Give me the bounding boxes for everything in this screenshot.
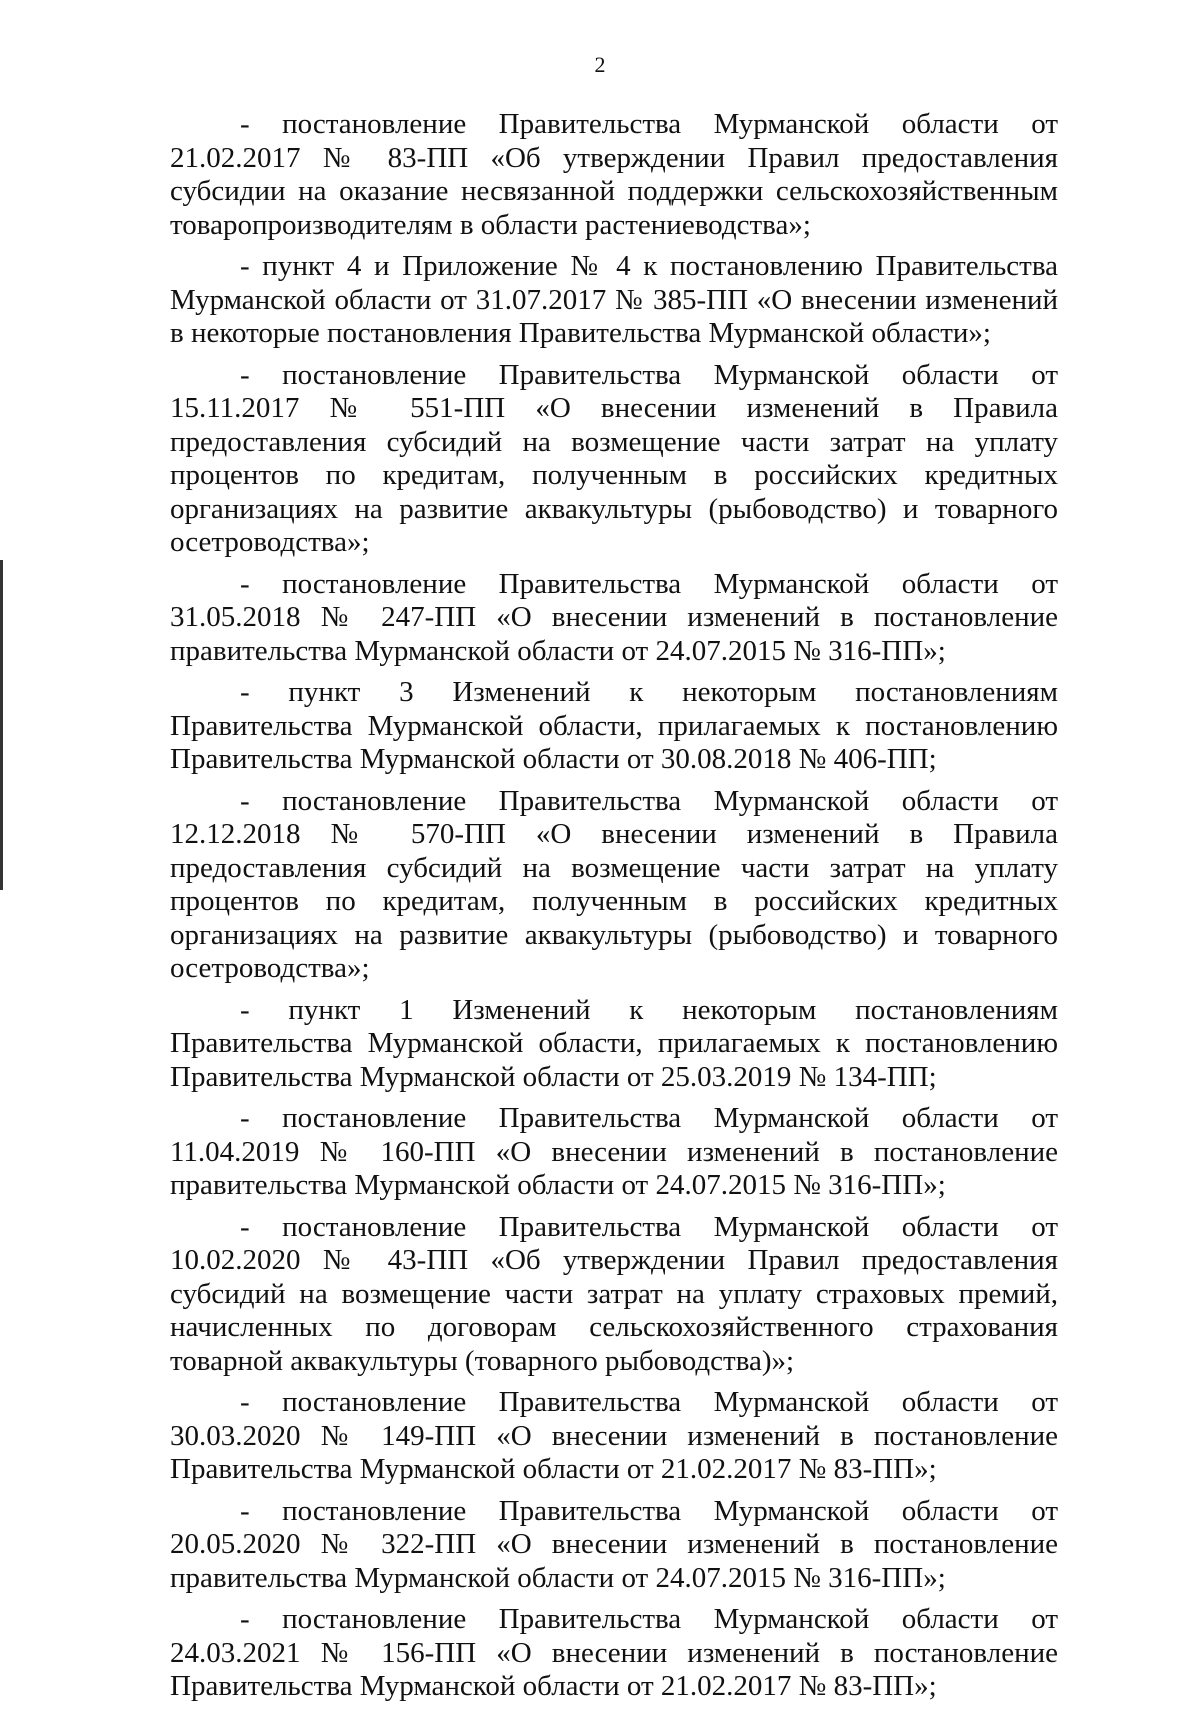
- list-item: - пункт 1 Изменений к некоторым постановлениям Правительства Мурманской области, прилагаемых к постановлению Правительства Мурманской области от 25.03.2019 № 134-ПП;: [170, 993, 1058, 1093]
- list-item: - постановление Правительства Мурманской области от 15.11.2017 № 551-ПП «О внесении изменений в Правила предоставления субсидий на возмещение части затрат на уплату процентов по кредитам, полученным в российских кредитных организациях на развитие аквакультуры (рыбоводство) и товарного осетроводства»;: [170, 358, 1058, 558]
- list-item: - постановление Правительства Мурманской области от 24.03.2021 № 156-ПП «О внесении изменений в постановление Правительства Мурманской области от 21.02.2017 № 83-ПП»;: [170, 1603, 1058, 1702]
- document-body: [170, 108, 1058, 1712]
- page-number: 2: [594, 52, 606, 77]
- list-item: - постановление Правительства Мурманской области от 30.03.2020 № 149-ПП «О внесении изменений в постановление Правительства Мурманской области от 21.02.2017 № 83-ПП»;: [170, 1386, 1058, 1485]
- list-item: - постановление Правительства Мурманской области от 12.12.2018 № 570-ПП «О внесении изменений в Правила предоставления субсидий на возмещение части затрат на уплату процентов по кредитам, полученным в российских кредитных организациях на развитие аквакультуры (рыбоводство) и товарного осетроводства»;: [170, 784, 1058, 984]
- list-item: - постановление Правительства Мурманской области от 31.05.2018 № 247-ПП «О внесении изменений в постановление правительства Мурманской области от 24.07.2015 № 316-ПП»;: [170, 567, 1058, 667]
- scan-edge-line: [0, 560, 3, 890]
- list-item: - пункт 4 и Приложение № 4 к постановлению Правительства Мурманской области от 31.07.2017 № 385-ПП «О внесении изменений в некоторые постановления Правительства Мурманской области»;: [170, 250, 1058, 349]
- list-item: - постановление Правительства Мурманской области от 10.02.2020 № 43-ПП «Об утверждении Правил предоставления субсидий на возмещение части затрат на уплату страховых премий, начисленных по договорам сельскохозяйственного страхования товарной аквакультуры (товарного рыбоводства)»;: [170, 1210, 1058, 1377]
- list-item: - постановление Правительства Мурманской области от 20.05.2020 № 322-ПП «О внесении изменений в постановление правительства Мурманской области от 24.07.2015 № 316-ПП»;: [170, 1494, 1058, 1594]
- list-item: - пункт 3 Изменений к некоторым постановлениям Правительства Мурманской области, прилагаемых к постановлению Правительства Мурманской области от 30.08.2018 № 406-ПП;: [170, 676, 1058, 775]
- list-item: - постановление Правительства Мурманской области от 21.02.2017 № 83-ПП «Об утверждении Правил предоставления субсидии на оказание несвязанной поддержки сельскохозяйственным товаропроизводителям в области растениеводства»;: [170, 108, 1058, 241]
- list-item: - постановление Правительства Мурманской области от 11.04.2019 № 160-ПП «О внесении изменений в постановление правительства Мурманской области от 24.07.2015 № 316-ПП»;: [170, 1102, 1058, 1201]
